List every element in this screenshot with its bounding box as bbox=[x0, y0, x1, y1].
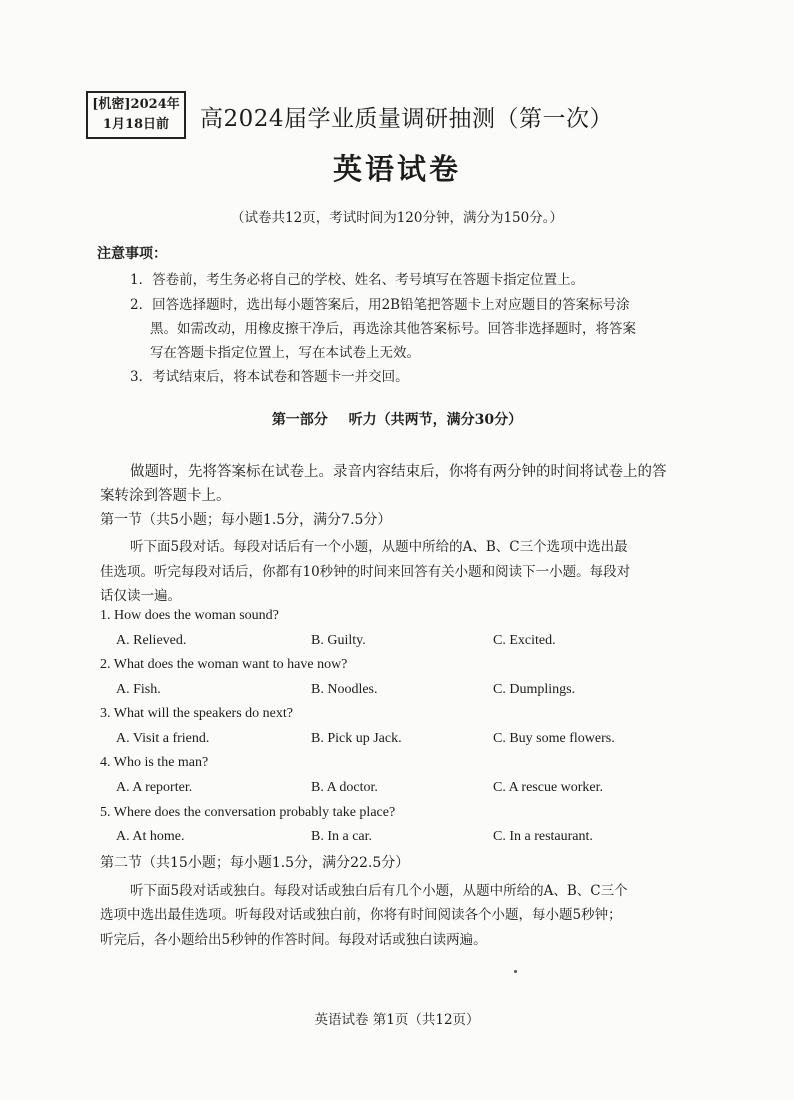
question-5-stem: 5. Where does the conversation probably take place? bbox=[100, 805, 396, 820]
question-3-option-b: B. Pick up Jack. bbox=[311, 731, 402, 746]
question-1-stem: 1. How does the woman sound? bbox=[100, 608, 279, 623]
question-2-stem: 2. What does the woman want to have now? bbox=[100, 657, 348, 672]
section-one-instruction: 听下面5段对话。每段对话后有一个小题，从题中所给的A、B、C三个选项中选出最 bbox=[130, 539, 628, 555]
question-4-option-a: A. A reporter. bbox=[116, 780, 193, 795]
intro-line: 案转涂到答题卡上。 bbox=[100, 488, 231, 504]
section-two-instruction: 听下面5段对话或独白。每段对话或独白后有几个小题，从题中所给的A、B、C三个 bbox=[130, 883, 628, 899]
section-two-heading: 第二节（共15小题；每小题1.5分，满分22.5分） bbox=[100, 855, 410, 871]
notice-item-2-cont: 写在答题卡指定位置上，写在本试卷上无效。 bbox=[150, 345, 420, 361]
question-2-option-b: B. Noodles. bbox=[311, 682, 378, 697]
question-3-option-c: C. Buy some flowers. bbox=[493, 731, 615, 746]
section-two-instruction: 选项中选出最佳选项。听每段对话或独白前，你将有时间阅读各个小题，每小题5秒钟； bbox=[100, 907, 622, 923]
question-5-option-b: B. In a car. bbox=[311, 829, 373, 844]
confidential-seal bbox=[86, 91, 186, 139]
intro-line: 做题时，先将答案标在试卷上。录音内容结束后，你将有两分钟的时间将试卷上的答 bbox=[130, 464, 667, 480]
question-1-option-b: B. Guilty. bbox=[311, 633, 366, 648]
notice-heading: 注意事项： bbox=[97, 246, 167, 262]
notice-item-2-cont: 黑。如需改动，用橡皮擦干净后，再选涂其他答案标号。回答非选择题时，将答案 bbox=[150, 321, 636, 337]
question-2-option-c: C. Dumplings. bbox=[493, 682, 576, 697]
seal-line-1: [机密]2024年 bbox=[92, 97, 180, 112]
seal-line-2: 1月18日前 bbox=[102, 117, 170, 132]
section-one-heading: 第一节（共5小题；每小题1.5分，满分7.5分） bbox=[100, 512, 392, 528]
section-two-instruction: 听完后，各小题给出5秒钟的作答时间。每段对话或独白读两遍。 bbox=[100, 932, 487, 948]
question-1-option-c: C. Excited. bbox=[493, 633, 556, 648]
page-footer: 英语试卷 第1页（共12页） bbox=[314, 1012, 480, 1028]
question-2-option-a: A. Fish. bbox=[116, 682, 161, 697]
section-one-instruction: 话仅读一遍。 bbox=[100, 588, 181, 604]
notice-item-2: 2．回答选择题时，选出每小题答案后，用2B铅笔把答题卡上对应题目的答案标号涂 bbox=[130, 297, 630, 313]
question-5-option-c: C. In a restaurant. bbox=[493, 829, 593, 844]
exam-title: 高2024届学业质量调研抽测（第一次） bbox=[200, 106, 614, 132]
section-one-instruction: 佳选项。听完每段对话后，你都有10秒钟的时间来回答有关小题和阅读下一小题。每段对 bbox=[100, 564, 631, 580]
question-4-option-b: B. A doctor. bbox=[311, 780, 378, 795]
exam-info: （试卷共12页，考试时间为120分钟，满分为150分。） bbox=[231, 210, 563, 226]
subject-title: 英语试卷 bbox=[332, 152, 461, 186]
question-4-option-c: C. A rescue worker. bbox=[493, 780, 604, 795]
question-1-option-a: A. Relieved. bbox=[116, 633, 187, 648]
notice-item-1: 1．答卷前，考生务必将自己的学校、姓名、考号填写在答题卡指定位置上。 bbox=[130, 272, 585, 288]
scan-speck bbox=[514, 970, 517, 973]
part-one-heading: 第一部分 听力（共两节，满分30分） bbox=[271, 412, 523, 428]
question-5-option-a: A. At home. bbox=[116, 829, 185, 844]
notice-item-3: 3．考试结束后，将本试卷和答题卡一并交回。 bbox=[130, 369, 409, 385]
question-4-stem: 4. Who is the man? bbox=[100, 755, 209, 770]
question-3-option-a: A. Visit a friend. bbox=[116, 731, 210, 746]
question-3-stem: 3. What will the speakers do next? bbox=[100, 706, 293, 721]
